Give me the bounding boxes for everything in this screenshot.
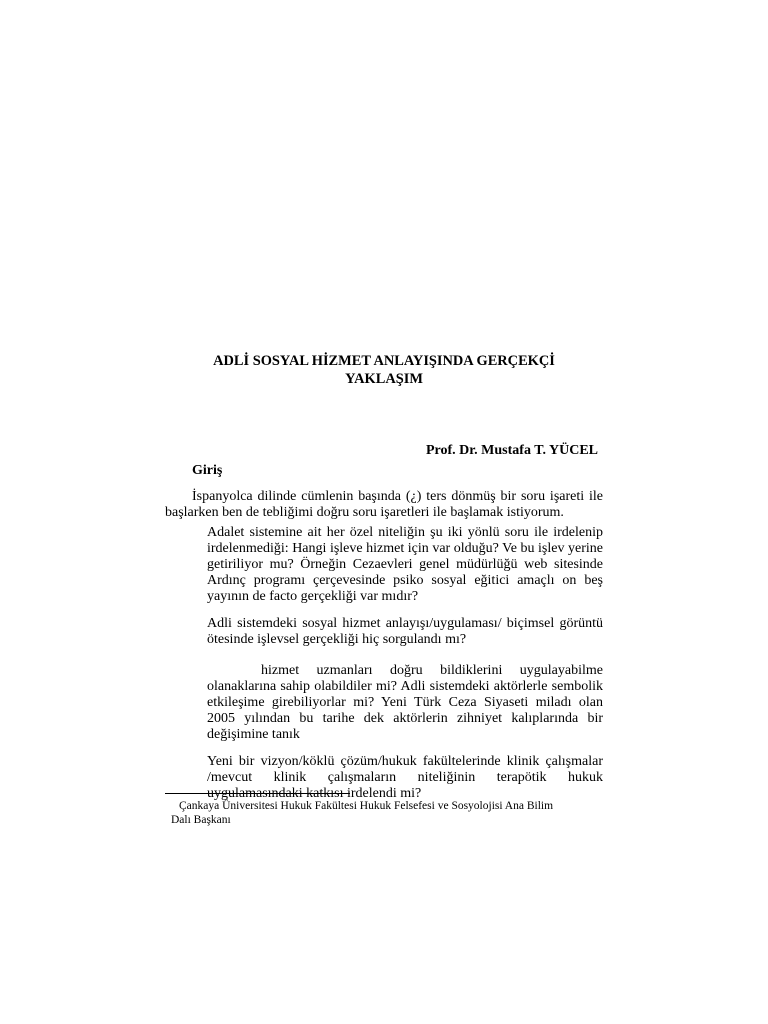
- question-list: [207, 525, 603, 813]
- title-line-1: ADLİ SOSYAL HİZMET ANLAYIŞINDA GERÇEKÇİ: [213, 353, 555, 369]
- footnote-line-2: Dalı Başkanı: [171, 814, 231, 826]
- question-paragraph: hizmet uzmanları doğru bildiklerini uygulayabilme olanaklarına sahip olabildiler mi? Adli sistemdeki aktörlerle sembolik etkileşime girebiliyorlar mi? Yeni Türk Ceza Siyaseti miladı olan 2005 yılından bu tarihe dek aktörlerin zihniyet kalıplarında bir değişimine tanık: [207, 663, 603, 742]
- author-name: Prof. Dr. Mustafa T. YÜCEL: [425, 443, 598, 458]
- question-paragraph: Yeni bir vizyon/köklü çözüm/hukuk fakültelerinde klinik çalışmalar /mevcut klinik çalışmaların niteliğinin terapötik hukuk uygulamasındaki katkısı irdelendi mi?: [207, 754, 603, 801]
- title-line-2: YAKLAŞIM: [345, 371, 423, 387]
- article-title: [160, 352, 608, 388]
- footnote-line-1: Çankaya Üniversitesi Hukuk Fakültesi Hukuk Felsefesi ve Sosyolojisi Ana Bilim: [179, 800, 554, 812]
- question-paragraph: Adalet sistemine ait her özel niteliğin şu iki yönlü soru ile irdelenip irdelenmediği: Hangi işleve hizmet için var olduğu? Ve bu işlev yerine getiriliyor mu? Örneğin Cezaevleri genel müdürlüğü web sitesinde Ardınç programı çerçevesinde psiko sosyal eğitici amaçlı on beş yayının de facto gerçekliği var mıdır?: [207, 525, 603, 604]
- section-heading: Giriş: [192, 463, 223, 478]
- footnote-divider: [165, 793, 350, 794]
- question-paragraph: Adli sistemdeki sosyal hizmet anlayışı/uygulaması/ biçimsel görüntü ötesinde işlevsel gerçekliği hiç sorgulandı mı?: [207, 616, 603, 647]
- intro-paragraph: İspanyolca dilinde cümlenin başında (¿) ters dönmüş bir soru işareti ile başlarken ben de tebliğimi doğru soru işaretleri ile başlamak istiyorum.: [165, 489, 603, 520]
- footnote: [165, 799, 603, 827]
